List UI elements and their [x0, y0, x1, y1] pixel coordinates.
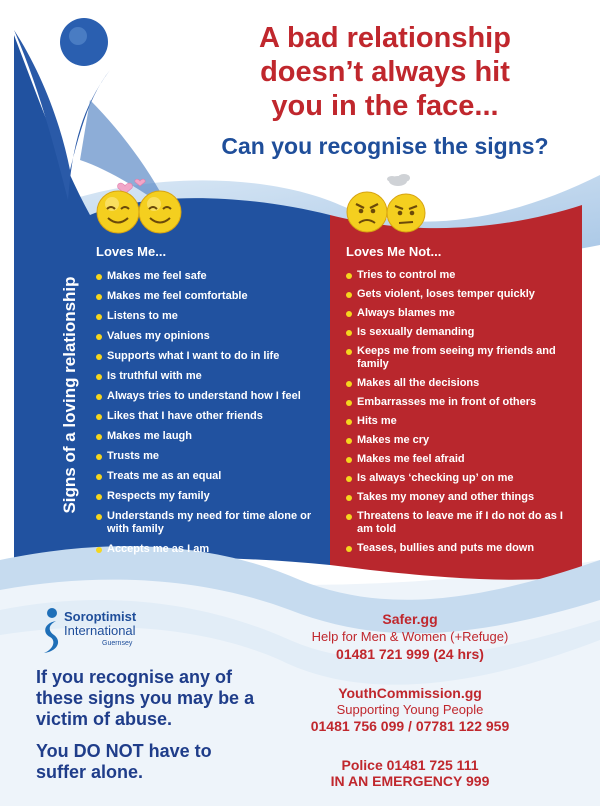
emergency-number: IN AN EMERGENCY 999	[330, 773, 490, 789]
loves-me-list	[95, 263, 325, 556]
safer-name: Safer.gg	[382, 611, 438, 627]
youth-name: YouthCommission.gg	[338, 685, 482, 701]
support-text: You DO NOT have to suffer alone.	[36, 741, 212, 782]
headline-line-3: you in the face...	[271, 90, 499, 122]
safer-description: Help for Men & Women (+Refuge)	[311, 629, 509, 644]
list-item: Makes me cry	[345, 434, 577, 447]
list-item: Gets violent, loses temper quickly	[345, 288, 577, 301]
happy-face-icon	[139, 191, 181, 233]
list-item: Supports what I want to do in life	[95, 350, 325, 363]
list-item: Threatens to leave me if I do not do as I am told	[345, 510, 577, 536]
list-item: Makes me feel safe	[95, 270, 325, 283]
safer-phone: 01481 721 999 (24 hrs)	[336, 646, 484, 662]
angry-faces-icon	[342, 172, 434, 234]
youth-description: Supporting Young People	[336, 702, 484, 717]
list-item: Makes me feel afraid	[345, 453, 577, 466]
police-phone: Police 01481 725 111	[341, 757, 479, 773]
list-item: Makes all the decisions	[345, 377, 577, 390]
list-item: Makes me feel comfortable	[95, 290, 325, 303]
list-item: Is always ‘checking up’ on me	[345, 472, 577, 485]
list-item: Trusts me	[95, 450, 325, 463]
list-item: Respects my family	[95, 490, 325, 503]
list-item: Embarrasses me in front of others	[345, 396, 577, 409]
youth-phone: 01481 756 099 / 07781 122 959	[310, 718, 510, 734]
logo-name: Soroptimist	[64, 609, 137, 624]
angry-face-icon	[387, 194, 425, 232]
list-item: Always tries to understand how I feel	[95, 390, 325, 403]
list-item: Tries to control me	[345, 269, 577, 282]
loves-me-title: Loves Me...	[96, 244, 167, 259]
list-item: Listens to me	[95, 310, 325, 323]
soroptimist-logo-icon	[38, 607, 62, 655]
list-item: Understands my need for time alone or with family	[95, 510, 325, 536]
list-item: Hits me	[345, 415, 577, 428]
list-item: Makes me laugh	[95, 430, 325, 443]
steam-icon	[387, 174, 410, 186]
warning-text: If you recognise any of these signs you may be a victim of abuse.	[36, 667, 255, 729]
list-item: Values my opinions	[95, 330, 325, 343]
loves-me-not-title: Loves Me Not...	[346, 244, 442, 259]
headline-line-1: A bad relationship	[259, 22, 511, 54]
happy-face-icon	[97, 191, 139, 233]
list-item: Treats me as an equal	[95, 470, 325, 483]
subheadline: Can you recognise the signs?	[221, 133, 549, 159]
list-item: Is sexually demanding	[345, 326, 577, 339]
happy-faces-icon	[92, 172, 188, 234]
list-item: Always blames me	[345, 307, 577, 320]
list-item: Accepts me as I am	[95, 543, 325, 556]
logo-location: Guernsey	[102, 640, 133, 647]
list-item: Is truthful with me	[95, 370, 325, 383]
headline-line-2: doesn’t always hit	[260, 56, 510, 88]
list-item: Keeps me from seeing my friends and family	[345, 345, 577, 371]
soroptimist-logo	[38, 607, 148, 657]
logo-international: International	[64, 623, 136, 638]
side-label: Signs of a loving relationship	[60, 276, 79, 514]
loves-me-not-list	[345, 263, 577, 555]
list-item: Teases, bullies and puts me down	[345, 542, 577, 555]
list-item: Likes that I have other friends	[95, 410, 325, 423]
angry-face-icon	[347, 192, 387, 232]
list-item: Takes my money and other things	[345, 491, 577, 504]
